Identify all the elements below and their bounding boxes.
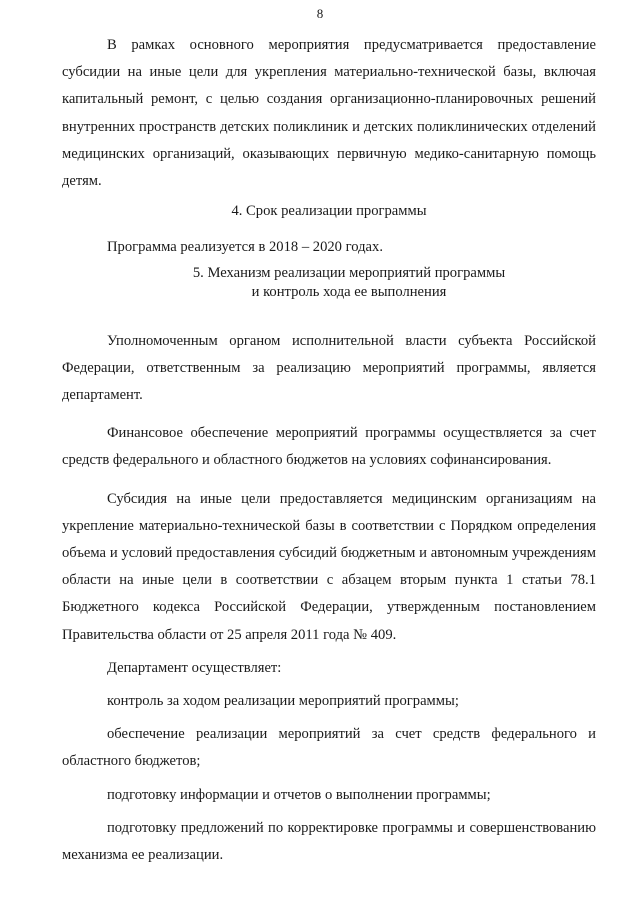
section-4-text: Программа реализуется в 2018 – 2020 годах. [107, 239, 383, 256]
section-4-heading: 4. Срок реализации программы [231, 203, 427, 220]
intro-paragraph: В рамках основного мероприятия предусматривается предоставление субсидии на иные цели для укрепления материально-технической базы, включая капитальный ремонт, с целью создания организационно-планировочных решений внутренних пространств детских поликлиник и детских поликлинических отделений медицинских организаций, оказывающих первичную медико-санитарную помощь детям. [62, 37, 596, 190]
department-duty-item: обеспечение реализации мероприятий за счет средств федерального и областного бюджетов; [62, 726, 596, 770]
document-body [62, 32, 596, 869]
department-intro: Департамент осуществляет: [107, 659, 282, 676]
section-5-paragraph: Финансовое обеспечение мероприятий программы осуществляется за счет средств федерального и областного бюджетов на условиях софинансирования. [62, 425, 596, 469]
section-5-heading-line2: и контроль хода ее выполнения [251, 283, 447, 300]
department-duty-item: контроль за ходом реализации мероприятий программы; [107, 693, 459, 710]
section-5-heading [62, 264, 596, 302]
section-5-paragraph: Уполномоченным органом исполнительной власти субъекта Российской Федерации, ответственным за реализацию мероприятий программы, является департамент. [62, 332, 596, 404]
page-number: 8 [316, 6, 324, 21]
section-5-paragraph: Субсидия на иные цели предоставляется медицинским организациям на укрепление материально-технической базы в соответствии с Порядком определения объема и условий предоставления субсидий бюджетным и автономным учреждениям области на иные цели в соответствии с абзацем вторым пункта 1 статьи 78.1 Бюджетного кодекса Российской Федерации, утвержденным постановлением Правительства области от 25 апреля 2011 года № 409. [62, 490, 596, 643]
department-duty-item: подготовку предложений по корректировке программы и совершенствованию механизма ее реализации. [62, 819, 596, 864]
department-duty-item: подготовку информации и отчетов о выполнении программы; [107, 786, 491, 803]
section-5-heading-line1: 5. Механизм реализации мероприятий программы [192, 264, 506, 281]
department-duties [62, 655, 596, 869]
